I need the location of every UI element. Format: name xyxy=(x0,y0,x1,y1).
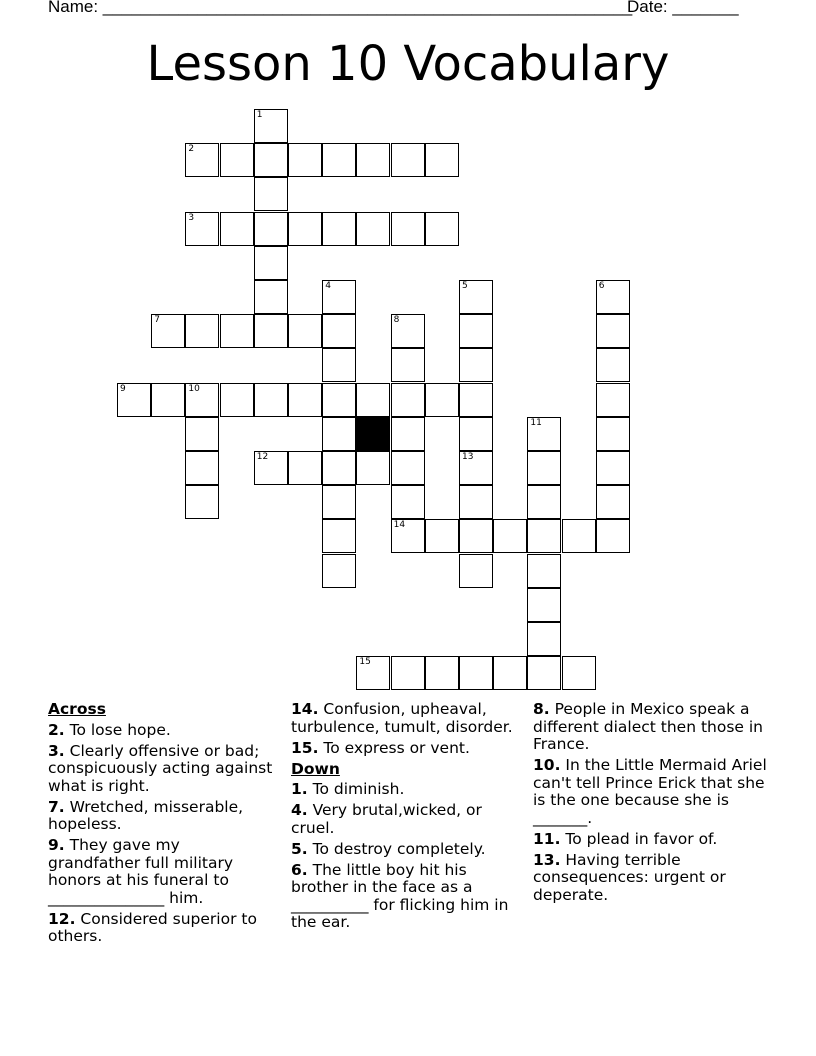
clue-across-9: 9. They gave my grandfather full military honors at his funeral to _______________ him. xyxy=(48,836,234,907)
grid-cell[interactable] xyxy=(459,451,493,485)
grid-cell[interactable] xyxy=(322,451,356,485)
grid-cell[interactable] xyxy=(459,519,493,553)
grid-cell[interactable] xyxy=(322,519,356,553)
cell-number: 15 xyxy=(359,657,371,668)
clue-down-1: 1. To diminish. xyxy=(291,780,405,798)
grid-cell[interactable] xyxy=(288,314,322,348)
cell-number: 12 xyxy=(256,452,269,462)
grid-cell[interactable] xyxy=(459,554,493,588)
grid-cell[interactable] xyxy=(459,417,493,451)
grid-cell[interactable] xyxy=(288,451,322,485)
grid-cell[interactable] xyxy=(220,314,254,348)
grid-cell[interactable] xyxy=(596,314,630,348)
grid-cell[interactable] xyxy=(151,314,185,348)
grid-cell[interactable] xyxy=(527,485,561,519)
grid-cell[interactable] xyxy=(185,417,219,451)
grid-cell[interactable] xyxy=(185,314,219,348)
grid-cell[interactable] xyxy=(185,143,219,177)
grid-cell[interactable] xyxy=(322,383,356,417)
grid-cell[interactable] xyxy=(562,519,596,553)
date-field-label: Date: _______ xyxy=(627,0,739,16)
cell-number: 8 xyxy=(393,315,400,326)
cell-number: 13 xyxy=(462,452,474,462)
grid-cell[interactable] xyxy=(254,383,288,417)
clues-column-2 xyxy=(291,701,519,935)
grid-cell[interactable] xyxy=(322,314,356,348)
grid-cell[interactable] xyxy=(596,383,630,417)
cell-number: 14 xyxy=(393,520,406,531)
clue-across-15: 15. To express or vent. xyxy=(291,738,470,757)
grid-cell[interactable] xyxy=(254,109,288,143)
grid-cell[interactable] xyxy=(391,417,425,451)
grid-cell[interactable] xyxy=(596,485,630,519)
grid-cell[interactable] xyxy=(322,212,356,246)
grid-cell[interactable] xyxy=(425,656,459,690)
grid-cell[interactable] xyxy=(391,519,425,553)
grid-cell[interactable] xyxy=(562,656,596,690)
cell-number: 10 xyxy=(188,383,200,394)
grid-cell[interactable] xyxy=(493,519,527,553)
grid-cell[interactable] xyxy=(356,451,390,485)
grid-cell[interactable] xyxy=(288,383,322,417)
grid-cell[interactable] xyxy=(391,314,425,348)
grid-cell[interactable] xyxy=(527,622,561,656)
grid-cell[interactable] xyxy=(391,143,425,177)
grid-cell[interactable] xyxy=(425,143,459,177)
grid-cell[interactable] xyxy=(596,519,630,553)
grid-cell[interactable] xyxy=(459,383,493,417)
grid-cell[interactable] xyxy=(527,451,561,485)
grid-cell[interactable] xyxy=(596,280,630,314)
clue-across-12: 12. Considered superior to others. xyxy=(48,909,257,945)
grid-cell[interactable] xyxy=(391,485,425,519)
clues-column-3 xyxy=(533,701,769,908)
grid-cell[interactable] xyxy=(185,485,219,519)
grid-cell[interactable] xyxy=(117,383,151,417)
grid-cell[interactable] xyxy=(288,212,322,246)
cell-number: 1 xyxy=(256,110,263,120)
grid-cell[interactable] xyxy=(322,143,356,177)
grid-cell[interactable] xyxy=(254,314,288,348)
grid-cell[interactable] xyxy=(425,212,459,246)
down-heading: Down xyxy=(291,759,340,778)
grid-cell[interactable] xyxy=(322,485,356,519)
grid-cell[interactable] xyxy=(288,143,322,177)
black-cell xyxy=(356,417,390,451)
grid-cell[interactable] xyxy=(254,280,288,314)
cell-number: 4 xyxy=(325,281,331,291)
grid-cell[interactable] xyxy=(596,348,630,382)
across-heading: Across xyxy=(48,700,106,718)
grid-cell[interactable] xyxy=(151,383,185,417)
grid-cell[interactable] xyxy=(391,451,425,485)
grid-cell[interactable] xyxy=(322,280,356,314)
clue-across-3: 3. Clearly offensive or bad; conspicuously acting against what is right. xyxy=(48,741,273,795)
grid-cell[interactable] xyxy=(459,280,493,314)
grid-cell[interactable] xyxy=(220,212,254,246)
grid-cell[interactable] xyxy=(185,451,219,485)
grid-cell[interactable] xyxy=(391,348,425,382)
grid-cell[interactable] xyxy=(391,383,425,417)
grid-cell[interactable] xyxy=(459,485,493,519)
grid-cell[interactable] xyxy=(322,554,356,588)
grid-cell[interactable] xyxy=(459,314,493,348)
clue-down-11: 11. To plead in favor of. xyxy=(533,829,718,848)
cell-number: 3 xyxy=(188,212,195,223)
grid-cell[interactable] xyxy=(220,143,254,177)
grid-cell[interactable] xyxy=(527,519,561,553)
clue-down-4: 4. Very brutal,wicked, or cruel. xyxy=(291,801,482,837)
clue-down-5: 5. To destroy completely. xyxy=(291,839,486,858)
grid-cell[interactable] xyxy=(254,451,288,485)
grid-cell[interactable] xyxy=(391,212,425,246)
grid-cell[interactable] xyxy=(527,417,561,451)
cell-number: 5 xyxy=(462,281,468,291)
grid-cell[interactable] xyxy=(459,348,493,382)
clue-down-8: 8. People in Mexico speak a different dialect then those in France. xyxy=(533,700,764,753)
clue-across-2: 2. To lose hope. xyxy=(48,720,171,739)
grid-cell[interactable] xyxy=(527,588,561,622)
grid-cell[interactable] xyxy=(356,383,390,417)
grid-cell[interactable] xyxy=(356,143,390,177)
clue-across-14: 14. Confusion, upheaval, turbulence, tumult, disorder. xyxy=(291,700,513,736)
cell-number: 7 xyxy=(154,315,160,326)
grid-cell[interactable] xyxy=(527,554,561,588)
cell-number: 9 xyxy=(120,383,126,394)
name-field-label: Name: ________________________________________________________ xyxy=(48,0,633,16)
grid-cell[interactable] xyxy=(185,212,219,246)
grid-cell[interactable] xyxy=(596,451,630,485)
grid-cell[interactable] xyxy=(493,656,527,690)
grid-cell[interactable] xyxy=(322,417,356,451)
grid-cell[interactable] xyxy=(254,177,288,211)
grid-cell[interactable] xyxy=(254,143,288,177)
clue-down-10: 10. In the Little Mermaid Ariel can't tell Prince Erick that she is the one because she is _______. xyxy=(533,756,767,827)
clues-column-1 xyxy=(48,701,276,949)
grid-cell[interactable] xyxy=(527,656,561,690)
grid-cell[interactable] xyxy=(322,348,356,382)
clue-down-13: 13. Having terrible consequences: urgent or deperate. xyxy=(533,850,726,904)
grid-cell[interactable] xyxy=(425,383,459,417)
grid-cell[interactable] xyxy=(220,383,254,417)
grid-cell[interactable] xyxy=(254,212,288,246)
cell-number: 6 xyxy=(598,281,605,291)
cell-number: 2 xyxy=(188,144,195,155)
grid-cell[interactable] xyxy=(356,656,390,690)
grid-cell[interactable] xyxy=(459,656,493,690)
grid-cell[interactable] xyxy=(391,656,425,690)
clue-down-6: 6. The little boy hit his brother in the face as a __________ for flicking him in the ear. xyxy=(291,860,509,931)
grid-cell[interactable] xyxy=(596,417,630,451)
cell-number: 11 xyxy=(530,417,542,428)
grid-cell[interactable] xyxy=(185,383,219,417)
grid-cell[interactable] xyxy=(356,212,390,246)
grid-cell[interactable] xyxy=(425,519,459,553)
grid-cell[interactable] xyxy=(254,246,288,280)
clue-across-7: 7. Wretched, misserable, hopeless. xyxy=(48,797,244,833)
page-title: Lesson 10 Vocabulary xyxy=(146,36,670,92)
